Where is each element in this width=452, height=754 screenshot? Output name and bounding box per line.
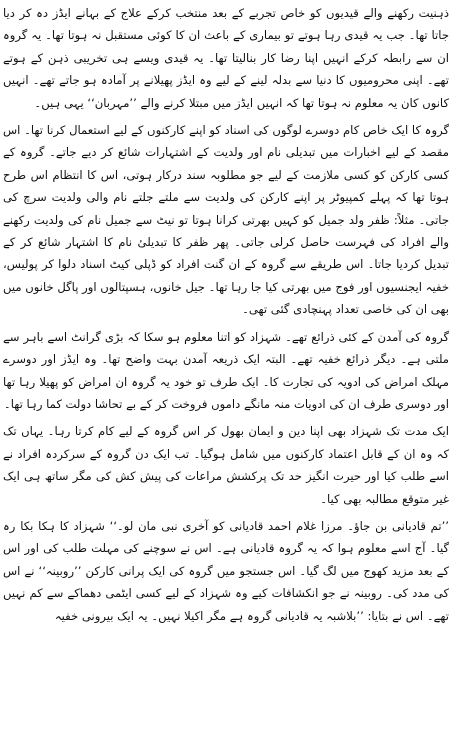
paragraph: گروہ کا ایک خاص کام دوسرے لوگوں کی اسناد کو اپنے کارکنوں کے لیے استعمال کرنا تھا۔ اس مقصد کے لیے اخبارات میں تبدیلی نام اور ولدیت کے اشتہارات شائع کر دیے جاتے۔ گروہ کے کسی کارکن کو کسی ملازمت کے لیے جو مطلوبہ سند درکار ہوتی، اس کا انتظام اس طرح ہوتا تھا کہ پہلے کمپیوٹر پر اپنے کارکن کی ولدیت سے ملتے جلتے نام والی ولدیت سرچ کی جاتی۔ مثلاً: ظفر ولد جمیل کو کہیں بھرتی کرانا ہوتا تو نیٹ سے جمیل نام کی ولدیت رکھنے والے افراد کی فہرست حاصل کرلی جاتی۔ پھر ظفر کا تبدیلیٔ نام کا اشتہار شائع کر کے تبدیل کردیا جاتا۔ اس طریقے سے گروہ کے ان گنت افراد کو ڈپلی کیٹ اسناد دلوا کر پولیس، خفیہ ایجنسیوں اور فوج میں بھرتی کیا جا رہا تھا۔ جیل خانوں، ہسپتالوں اور پاگل خانوں میں بھی ان کی خاصی تعداد پہنچادی گئی تھی۔	[3, 123, 449, 317]
paragraph: ایک مدت تک شہزاد بھی اپنا دین و ایمان بھول کر اس گروہ کے لیے کام کرتا رہا۔ یہاں تک کہ وہ ان کے قابل اعتماد کارکنوں میں شامل ہوگیا۔ تب ایک دن گروہ کے سرکردہ افراد نے اسے طلب کیا اور حیرت انگیز حد تک پرکشش مراعات کی پیش کش کی مگر ساتھ ہی ایک غیر متوقع مطالبہ بھی کیا۔	[3, 424, 449, 506]
paragraph: ’’تم قادیانی بن جاؤ۔ مرزا غلام احمد قادیانی کو آخری نبی مان لو۔‘‘ شہزاد کا ہکا بکا رہ گیا۔ آج اسے معلوم ہوا کہ یہ گروہ قادیانی ہے۔ اس نے سوچنے کی مہلت طلب کی اور اس کے بعد مزید کھوج میں لگ گیا۔ اس جستجو میں گروہ کی ایک پرانی کارکن ’’روبینہ‘‘ نے اس کی مدد کی۔ روبینہ نے جو انکشافات کیے وہ شہزاد کے لیے کسی ایٹمی دھماکے سے کم نہیں تھے۔ اس نے بتایا: ’’بلاشبہ یہ قادیانی گروہ ہے مگر اکیلا نہیں۔ یہ ایک بیرونی خفیہ	[3, 518, 449, 623]
paragraph: گروہ کی آمدن کے کئی ذرائع تھے۔ شہزاد کو اتنا معلوم ہو سکا کہ بڑی گرانٹ اسے باہر سے ملتی ہے۔ دیگر ذرائع خفیہ تھے۔ البتہ ایک ذریعہ آمدن بہت واضح تھا۔ وہ ایڈز اور دوسرے مہلک امراض کی ادویہ کی تجارت کا۔ ایک طرف تو خود یہ گروہ ان امراض کو پھیلا رہا تھا اور دوسری طرف ان کی ادویات منہ مانگے داموں فروخت کر کے بے تحاشا دولت کما رہا تھا۔	[3, 329, 449, 411]
paragraph: ذہنیت رکھنے والے قیدیوں کو خاص تجربے کے بعد منتخب کرکے علاج کے بہانے ایڈز دہ کر دیا جاتا تھا۔ جب یہ قیدی رہا ہوتے تو بیماری کے باعث ان کا کوئی مستقبل نہ ہوتا تھا۔ یہ گروہ ان سے رابطہ کرکے انہیں اپنا رضا کار بنالیتا تھا۔ یہ قیدی ویسے ہی تخریبی ذہن کے ہوتے تھے۔ اپنی محرومیوں کا دنیا سے بدلہ لینے کے لیے وہ ایڈز پھیلانے پر آمادہ ہو جاتے تھے۔ انہیں کانوں کان یہ معلوم نہ ہوتا تھا کہ انہیں ایڈز میں مبتلا کرنے والے ’’مہربان‘‘ یہی ہیں۔	[3, 6, 449, 110]
